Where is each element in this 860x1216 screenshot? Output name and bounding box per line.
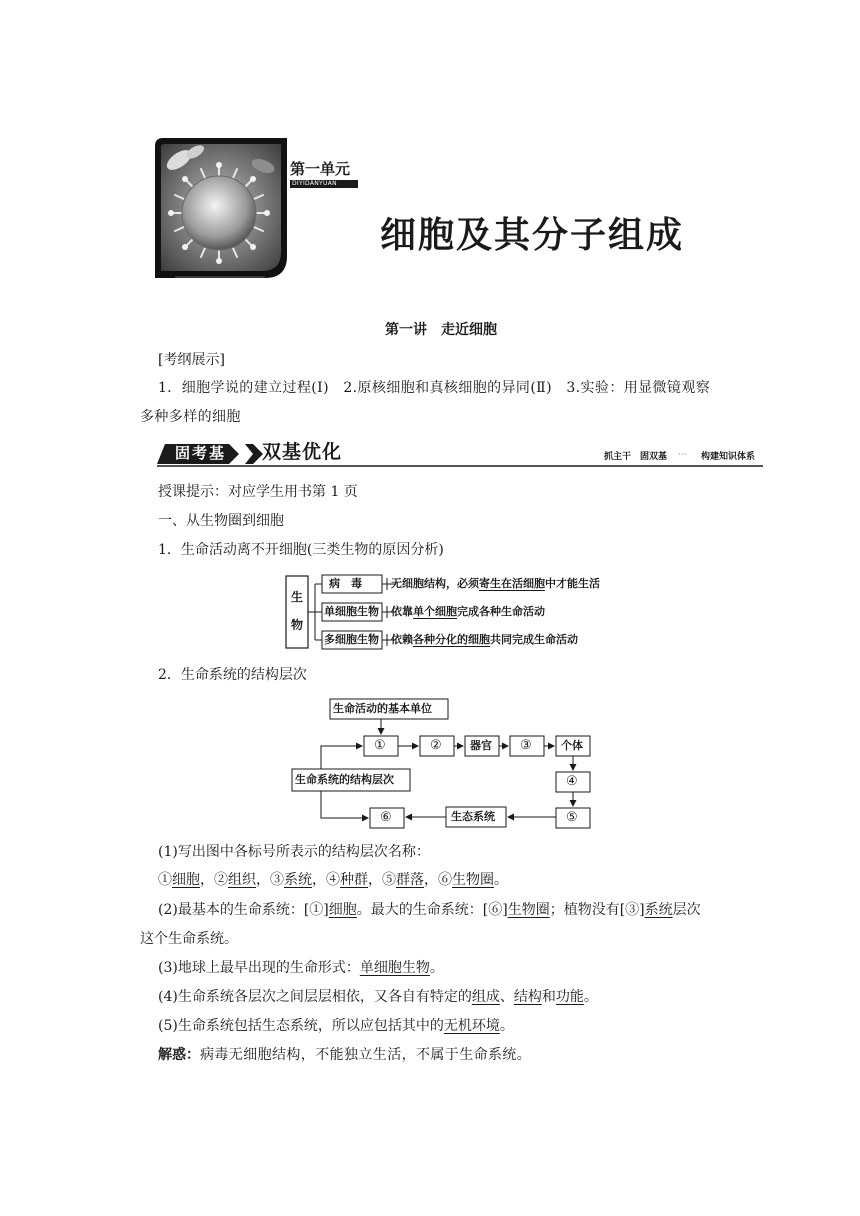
section-banner — [157, 440, 763, 468]
q5-part-2: 。 — [499, 1018, 514, 1034]
organism-diagram — [285, 572, 625, 654]
virus-desc — [391, 577, 600, 591]
multicellular-desc-b: 共同完成生命活动 — [490, 633, 578, 646]
q2-part-1: (2)最基本的生命系统：[①] — [158, 902, 329, 918]
q3-answer-1: 单细胞生物 — [359, 960, 430, 976]
box-3: ③ — [520, 738, 532, 753]
item-1-heading: 1．生命活动离不开细胞(三类生物的原因分析) — [158, 542, 444, 558]
virus-desc-key: 寄生在活细胞 — [479, 577, 545, 590]
box-2: ② — [430, 738, 442, 753]
multicellular-desc-key: 各种分化的细胞 — [413, 633, 490, 646]
unit-pinyin: DIYIDANYUAN — [292, 180, 337, 187]
q4-part-2: 。 — [583, 989, 598, 1005]
syllabus-line-2: 多种多样的细胞 — [140, 409, 241, 425]
q1-sep-3: ， — [312, 872, 326, 888]
unit-label: 第一单元 — [290, 160, 351, 178]
q4-sep-2: 和 — [541, 989, 556, 1005]
note-text: 病毒无细胞结构，不能独立生活，不属于生命系统。 — [200, 1047, 532, 1063]
question-3 — [158, 958, 444, 978]
q1-answer-5: 群落 — [396, 872, 424, 888]
q1-answer-2: 组织 — [228, 872, 256, 888]
unit-title: 细胞及其分子组成 — [380, 215, 685, 256]
q1-mark-5: ⑤ — [382, 872, 396, 888]
q1-mark-6: ⑥ — [438, 872, 452, 888]
lecture-title: 第一讲 走近细胞 — [385, 322, 497, 338]
q1-mark-2: ② — [214, 872, 228, 888]
q1-sep-4: ， — [368, 872, 382, 888]
box-hierarchy: 生命系统的结构层次 — [295, 773, 394, 786]
box-individual: 个体 — [561, 739, 583, 752]
q4-answer-2: 结构 — [513, 989, 542, 1005]
q1-mark-1: ① — [158, 872, 172, 888]
multicellular-desc — [391, 633, 578, 647]
virus-image — [155, 138, 287, 278]
multicellular-label: 多细胞生物 — [324, 633, 379, 646]
q4-part-1: (4)生命系统各层次之间层层相依，又各自有特定的 — [158, 989, 472, 1005]
box-organ: 器官 — [470, 739, 492, 752]
unit-cover-image — [155, 138, 287, 278]
q1-answer-3: 系统 — [284, 872, 312, 888]
q4-sep-1: 、 — [499, 989, 514, 1005]
box-6: ⑥ — [380, 810, 392, 825]
q1-answer-4: 种群 — [340, 872, 368, 888]
q2-part-3: ；植物没有[③] — [549, 902, 645, 918]
question-5 — [158, 1016, 514, 1036]
q3-part-1: (3)地球上最早出现的生命形式： — [158, 960, 360, 976]
q1-sep-1: ， — [200, 872, 214, 888]
question-2-line-2: 这个生命系统。 — [140, 931, 238, 947]
banner-right-a: 抓主干 固双基 — [604, 452, 668, 462]
q1-answer-1: 细胞 — [172, 872, 200, 888]
q2-answer-1: 细胞 — [328, 902, 357, 918]
banner-right-b: 构建知识体系 — [701, 452, 756, 462]
banner-graphic — [157, 440, 763, 468]
clarification-note — [158, 1045, 531, 1065]
hierarchy-diagram — [290, 695, 595, 830]
question-1: (1)写出图中各标号所表示的结构层次名称： — [158, 844, 430, 860]
box-1: ① — [374, 738, 386, 753]
q2-part-2: 。最大的生命系统：[⑥] — [356, 902, 508, 918]
question-2 — [158, 900, 701, 920]
banner-title: 双基优化 — [262, 441, 343, 463]
banner-right-dots: ··· — [678, 450, 687, 460]
q1-mark-4: ④ — [326, 872, 340, 888]
diagram1-root-top: 生 — [291, 590, 304, 604]
q1-sep-5: ， — [424, 872, 438, 888]
q1-sep-2: ， — [256, 872, 270, 888]
syllabus-heading: [考纲展示] — [158, 352, 225, 368]
unicellular-desc-a: 依靠 — [391, 605, 413, 618]
q4-answer-1: 组成 — [471, 989, 500, 1005]
virus-desc-a: 无细胞结构，必须 — [391, 577, 479, 590]
question-1-answers — [158, 870, 508, 890]
item-2-heading: 2．生命系统的结构层次 — [158, 667, 307, 683]
diagram1-root-bottom: 物 — [291, 618, 304, 632]
box-5: ⑤ — [566, 810, 578, 825]
note-label: 解惑： — [158, 1047, 200, 1063]
box-4: ④ — [566, 774, 578, 789]
q2-answer-2: 生物圈 — [507, 902, 550, 918]
q5-answer-1: 无机环境 — [443, 1018, 500, 1034]
q1-answer-6: 生物圈 — [452, 872, 494, 888]
section-1-heading: 一、从生物圈到细胞 — [158, 513, 284, 529]
q5-part-1: (5)生命系统包括生态系统，所以应包括其中的 — [158, 1018, 444, 1034]
unicellular-desc — [391, 605, 545, 619]
q2-part-4: 层次 — [672, 902, 701, 918]
q4-answer-3: 功能 — [555, 989, 584, 1005]
unicellular-label: 单细胞生物 — [324, 605, 379, 618]
banner-tab: 固考基 — [175, 444, 227, 462]
unicellular-desc-key: 单个细胞 — [413, 605, 457, 618]
teaching-tip: 授课提示：对应学生用书第 1 页 — [158, 484, 358, 500]
q1-mark-3: ③ — [270, 872, 284, 888]
box-ecosystem: 生态系统 — [451, 810, 495, 823]
virus-desc-b: 中才能生活 — [545, 577, 600, 590]
virus-label: 病 毒 — [329, 577, 362, 590]
multicellular-desc-a: 依赖 — [391, 633, 413, 646]
syllabus-line-1: 1．细胞学说的建立过程(Ⅰ) 2.原核细胞和真核细胞的异同(Ⅱ) 3.实验：用显微镜观察 — [158, 380, 711, 396]
unicellular-desc-b: 完成各种生命活动 — [457, 605, 545, 618]
box-basic-unit: 生命活动的基本单位 — [333, 702, 432, 715]
q2-answer-3: 系统 — [644, 902, 673, 918]
q3-part-2: 。 — [429, 960, 444, 976]
question-4 — [158, 987, 598, 1007]
q1-sep-6: 。 — [494, 872, 508, 888]
